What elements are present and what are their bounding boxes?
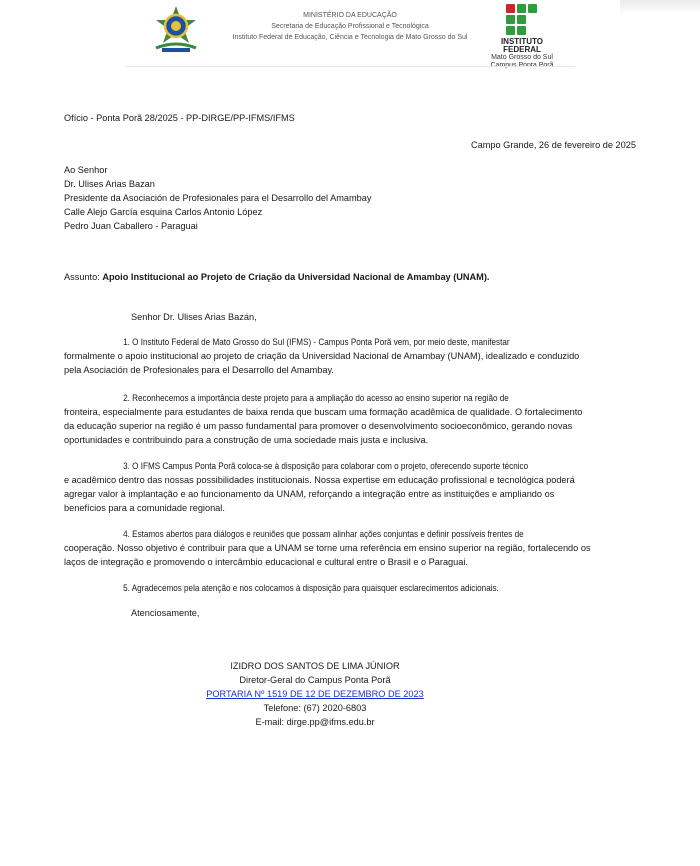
brazil-coat-of-arms-icon bbox=[148, 4, 204, 56]
ifms-logo-title: INSTITUTO FEDERAL bbox=[500, 37, 544, 54]
paragraph-3 bbox=[64, 459, 638, 515]
paragraph-line: benefícios para a comunidade regional. bbox=[64, 503, 225, 513]
ordinance-link[interactable]: PORTARIA Nº 1519 DE 12 DE DEZEMBRO DE 2023 bbox=[206, 689, 424, 699]
paragraph-2 bbox=[64, 391, 638, 447]
recipient-line: Dr. Ulises Arias Bazan bbox=[64, 179, 155, 189]
paragraph-1 bbox=[64, 335, 638, 377]
letter-reference: Ofício - Ponta Porã 28/2025 - PP-DIRGE/PP-IFMS/IFMS bbox=[64, 113, 295, 123]
letter-date: Campo Grande, 26 de fevereiro de 2025 bbox=[471, 140, 636, 150]
paragraph-line: fronteira, especialmente para estudantes de baixa renda que buscam uma formação acadêmica de qualidade. O fortalecimento bbox=[64, 407, 583, 417]
recipient-line: Presidente da Asociación de Profesionales para el Desarrollo del Amambay bbox=[64, 193, 372, 203]
signer-email: E-mail: dirge.pp@ifms.edu.br bbox=[255, 717, 375, 727]
ifms-logo-icon bbox=[504, 2, 540, 38]
paragraph-line: 3. O IFMS Campus Ponta Porã coloca-se à disposição para colaborar com o projeto, oferecendo suporte técnico bbox=[123, 461, 529, 471]
subject-text: Apoio Institucional ao Projeto de Criação da Universidad Nacional de Amambay (UNAM). bbox=[102, 272, 490, 282]
recipient-line: Calle Alejo García esquina Carlos Antonio López bbox=[64, 207, 263, 217]
subject-label: Assunto: bbox=[64, 272, 103, 282]
signature-block bbox=[150, 659, 480, 729]
recipient-block bbox=[64, 163, 371, 233]
paragraph-line: 4. Estamos abertos para diálogos e reuniões que possam alinhar ações conjuntas e definir possíveis frentes de bbox=[123, 529, 524, 539]
secretariat-line: Secretaria de Educação Profissional e Tecnológica bbox=[271, 23, 429, 30]
header-divider bbox=[125, 66, 575, 67]
paragraph-line: da educação superior na região é um passo fundamental para promover o desenvolvimento socioeconômico, gerando novas bbox=[64, 421, 573, 431]
paragraph-line: oportunidades e contribuindo para a construção de uma sociedade mais justa e inclusiva. bbox=[64, 435, 429, 445]
letterhead-text bbox=[225, 10, 475, 43]
paragraph-line: cooperação. Nosso objetivo é contribuir para que a UNAM se torne uma referência em ensino superior na região, fortalecendo os bbox=[64, 543, 591, 553]
subject-line bbox=[64, 270, 489, 284]
signer-role: Diretor-Geral do Campus Ponta Porã bbox=[239, 675, 391, 685]
page-corner-shade bbox=[620, 0, 700, 14]
paragraph-line: e acadêmico dentro das nossas possibilidades institucionais. Nossa expertise em educação profissional e tecnológica poderá bbox=[64, 475, 575, 485]
recipient-line: Ao Senhor bbox=[64, 165, 108, 175]
signer-phone: Telefone: (67) 2020-6803 bbox=[263, 703, 367, 713]
institute-line: Instituto Federal de Educação, Ciência e Tecnologia de Mato Grosso do Sul bbox=[232, 34, 468, 41]
paragraph-4 bbox=[64, 527, 638, 569]
paragraph-line: 1. O Instituto Federal de Mato Grosso do Sul (IFMS) - Campus Ponta Porã vem, por meio deste, manifestar bbox=[123, 337, 510, 347]
paragraph-line: 2. Reconhecemos a importância deste projeto para a ampliação do acesso ao ensino superior na região de bbox=[123, 393, 509, 403]
letterhead bbox=[0, 0, 700, 70]
salutation: Senhor Dr. Ulises Arias Bazán, bbox=[131, 312, 257, 322]
paragraph-5 bbox=[64, 581, 638, 595]
signer-name: IZIDRO DOS SANTOS DE LIMA JÚNIOR bbox=[230, 661, 400, 671]
paragraph-line: formalmente o apoio institucional ao projeto de criação da Universidad Nacional de Amambay (UNAM), idealizado e conduzido bbox=[64, 351, 580, 361]
paragraph-line: agregar valor à implantação e ao funcionamento da UNAM, reforçando a integração entre as instituições e ampliando os bbox=[64, 489, 555, 499]
paragraph-line: pela Asociación de Profesionales para el Desarrollo del Amambay. bbox=[64, 365, 334, 375]
paragraph-line: laços de integração e promovendo o intercâmbio educacional e cultural entre o Brasil e o Paraguai. bbox=[64, 557, 468, 567]
paragraph-line: 5. Agradecemos pela atenção e nos colocamos à disposição para quaisquer esclarecimentos adicionais. bbox=[123, 583, 499, 593]
closing: Atenciosamente, bbox=[131, 608, 200, 618]
recipient-line: Pedro Juan Caballero - Paraguai bbox=[64, 221, 198, 231]
ministry-line: MINISTÉRIO DA EDUCAÇÃO bbox=[303, 12, 397, 19]
ifms-logo-state: Mato Grosso do Sul bbox=[491, 54, 553, 61]
